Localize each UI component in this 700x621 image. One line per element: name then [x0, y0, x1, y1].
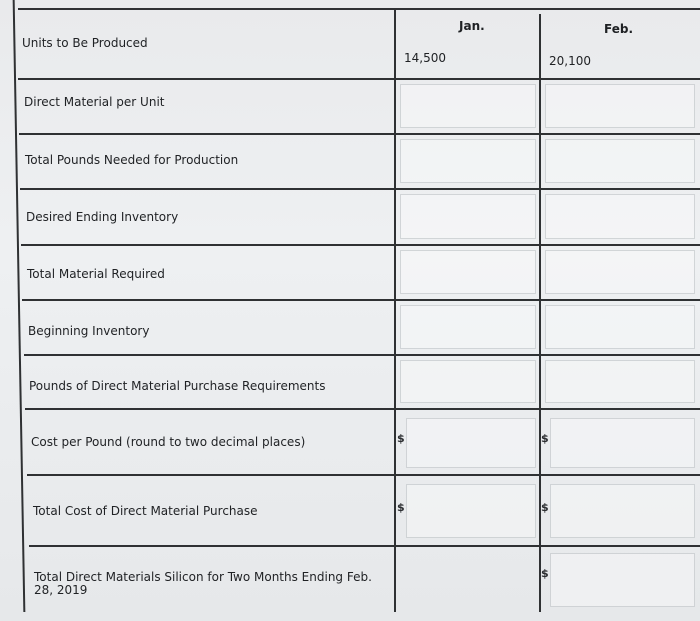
- jan-dollar-prefix: $: [397, 432, 405, 445]
- row-label: Total Material Required: [27, 267, 165, 281]
- jan-dollar-prefix: $: [397, 501, 405, 514]
- feb-input[interactable]: [545, 250, 695, 294]
- feb-input[interactable]: [545, 139, 695, 183]
- feb-dollar-prefix: $: [541, 432, 549, 445]
- column-header-jan: Jan.: [459, 19, 485, 33]
- row-label: Total Direct Materials Silicon for Two Months Ending Feb. 28, 2019: [34, 570, 372, 597]
- row-label: Desired Ending Inventory: [26, 210, 179, 224]
- row-label: Direct Material per Unit: [24, 95, 165, 109]
- feb-input[interactable]: [545, 194, 695, 239]
- feb-input[interactable]: [545, 84, 695, 128]
- jan-units-value: 14,500: [404, 51, 446, 65]
- row-divider: [21, 244, 700, 246]
- table-top-border: [18, 8, 700, 10]
- feb-input[interactable]: [550, 484, 695, 538]
- jan-input[interactable]: [400, 250, 536, 294]
- jan-input[interactable]: [400, 84, 536, 128]
- feb-units-value: 20,100: [549, 54, 591, 68]
- total-input[interactable]: [550, 553, 695, 607]
- row-label: Total Cost of Direct Material Purchase: [33, 504, 258, 518]
- jan-input[interactable]: [400, 305, 536, 349]
- feb-dollar-prefix: $: [541, 501, 549, 514]
- row-divider: [22, 299, 700, 301]
- row-divider: [25, 408, 700, 410]
- feb-input[interactable]: [545, 360, 695, 403]
- jan-input[interactable]: [406, 418, 536, 468]
- row-label: Units to Be Produced: [22, 36, 148, 50]
- table-left-border: [13, 0, 26, 612]
- row-divider: [20, 188, 700, 190]
- jan-input[interactable]: [400, 360, 536, 403]
- jan-input[interactable]: [400, 194, 536, 239]
- jan-input[interactable]: [406, 484, 536, 538]
- row-divider: [18, 78, 700, 80]
- row-label: Pounds of Direct Material Purchase Requirements: [29, 379, 326, 393]
- feb-input[interactable]: [550, 418, 695, 468]
- table-divider-jan-feb: [539, 14, 541, 612]
- table-divider-label-jan: [394, 10, 396, 612]
- column-header-feb: Feb.: [604, 22, 633, 36]
- row-divider: [19, 133, 700, 135]
- row-divider: [27, 474, 700, 476]
- feb-dollar-prefix: $: [541, 567, 549, 580]
- row-label: Cost per Pound (round to two decimal places): [31, 435, 306, 449]
- row-label: Total Pounds Needed for Production: [25, 153, 239, 167]
- row-label: Beginning Inventory: [28, 324, 150, 338]
- feb-input[interactable]: [545, 305, 695, 349]
- jan-input[interactable]: [400, 139, 536, 183]
- row-divider: [24, 354, 700, 356]
- row-divider: [29, 545, 700, 547]
